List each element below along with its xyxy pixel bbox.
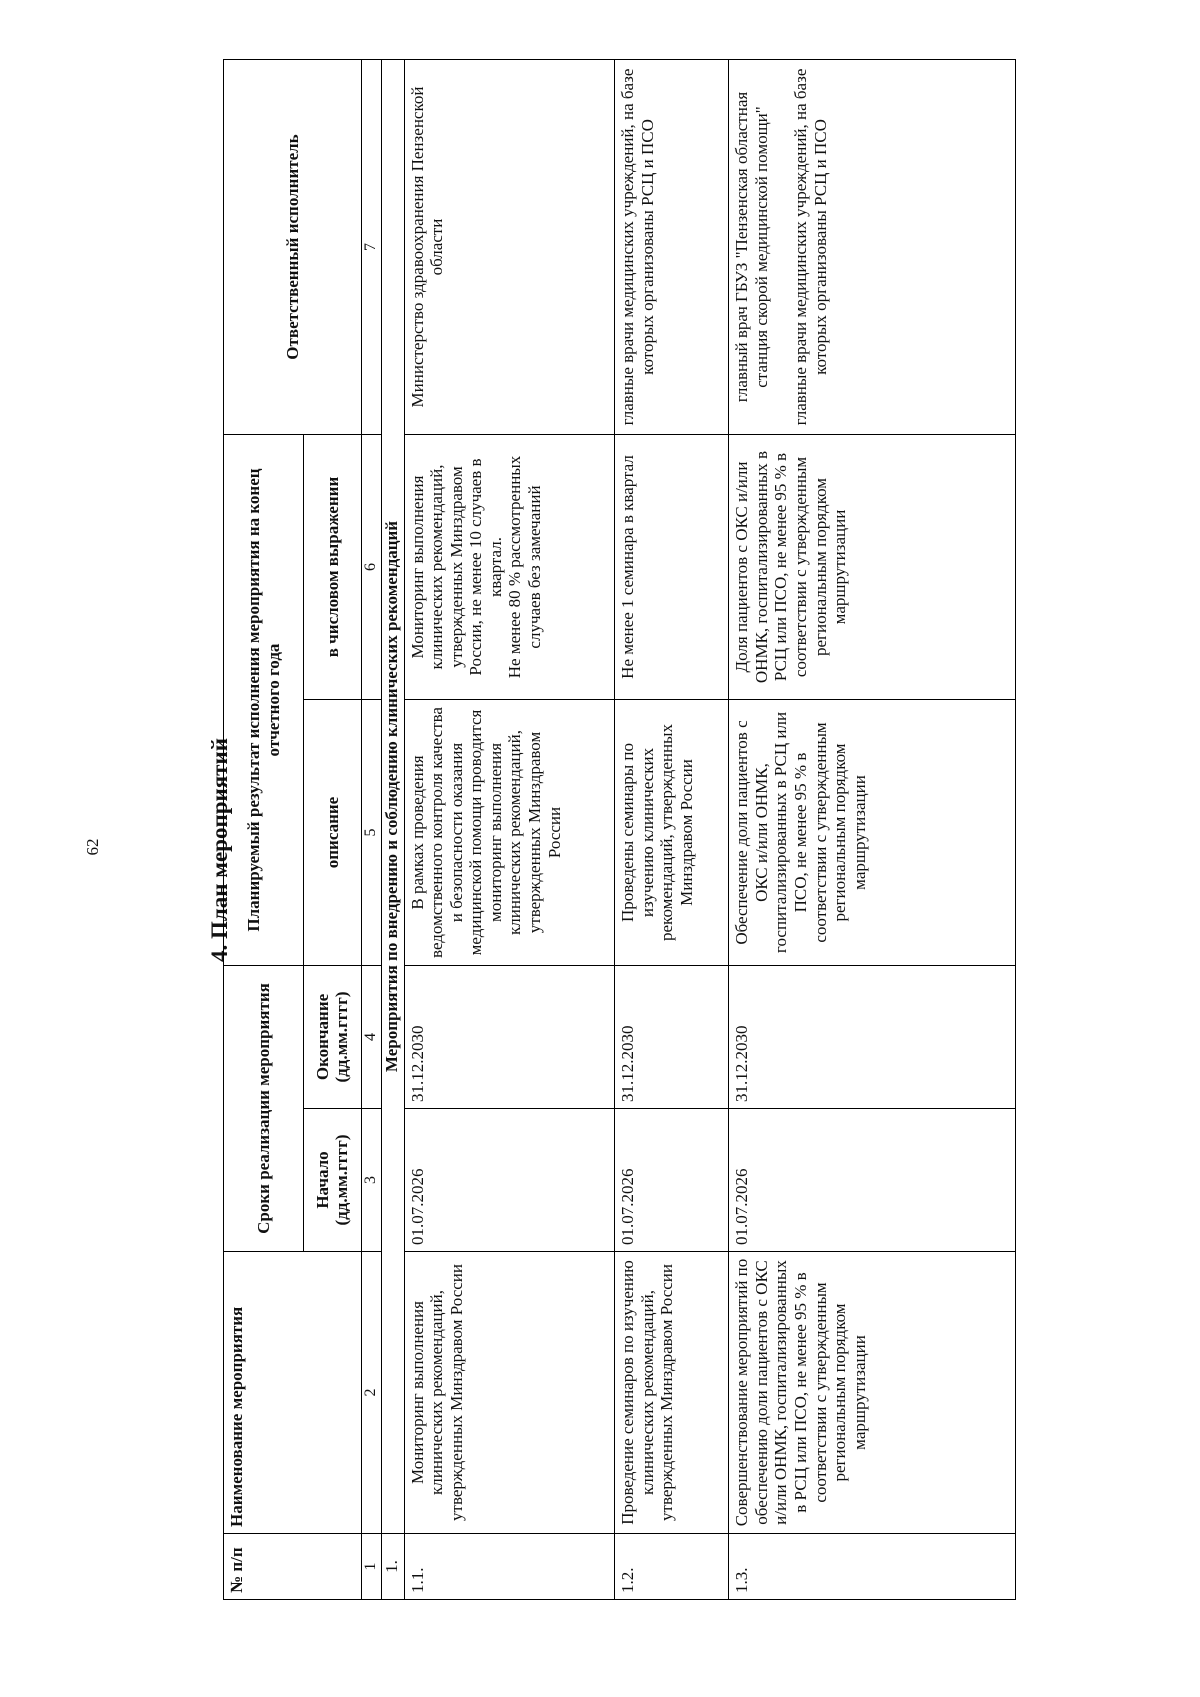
row-name: Проведение семинаров по изучению клинических рекомендаций, утвержденных Минздравом России [615, 1252, 729, 1534]
row-num: 1.1. [404, 1534, 615, 1600]
section-num: 1. [382, 1534, 405, 1600]
column-number: 4 [361, 966, 382, 1109]
header-name: Наименование мероприятия [224, 1252, 362, 1534]
row-end: 31.12.2030 [615, 966, 729, 1109]
plan-table [223, 59, 1016, 1600]
header-desc: описание [304, 700, 362, 966]
header-end: Окончание (дд.мм.гггг) [304, 966, 362, 1109]
row-start: 01.07.2026 [729, 1109, 1016, 1252]
column-number: 6 [361, 435, 382, 700]
row-desc: Проведены семинары по изучению клинических рекомендаций, утвержденных Минздравом России [615, 700, 729, 966]
table-row [615, 60, 729, 1600]
header-num: № п/п [224, 1534, 362, 1600]
section-title: 4. План мероприятий [207, 738, 232, 963]
header-start: Начало (дд.мм.гггг) [304, 1109, 362, 1252]
page-number: 62 [83, 838, 102, 856]
header-terms: Сроки реализации мероприятия [224, 966, 304, 1252]
section-row [382, 60, 405, 1600]
row-name: Совершенствование мероприятий по обеспечению доли пациентов с ОКС и/или ОНМК, госпитализированных в РСЦ или ПСО, не менее 95 % в соответствии с утвержденным региональным порядком маршрутизации [729, 1252, 1016, 1534]
row-start: 01.07.2026 [615, 1109, 729, 1252]
header-row-1 [224, 60, 304, 1600]
column-number: 5 [361, 700, 382, 966]
row-end: 31.12.2030 [404, 966, 615, 1109]
row-responsible: Министерство здравоохранения Пензенской области [404, 60, 615, 435]
row-numeric: Не менее 1 семинара в квартал [615, 435, 729, 700]
column-number: 7 [361, 60, 382, 435]
row-desc: В рамках проведения ведомственного контроля качества и безопасности оказания медицинской помощи проводится мониторинг выполнения клинических рекомендаций, утвержденных Минздравом России [404, 700, 615, 966]
row-num: 1.3. [729, 1534, 1016, 1600]
column-number: 2 [361, 1252, 382, 1534]
row-responsible: главный врач ГБУЗ "Пензенская областная станция скорой медицинской помощи" главные врачи медицинских учреждений, на базе которых организованы РСЦ и ПСО [729, 60, 1016, 435]
section-heading: Мероприятия по внедрению и соблюдению клинических рекомендаций [382, 60, 405, 1534]
table-row [404, 60, 615, 1600]
header-numeric: в числовом выражении [304, 435, 362, 700]
column-number: 3 [361, 1109, 382, 1252]
column-numbers-row [361, 60, 382, 1600]
table-row [729, 60, 1016, 1600]
row-start: 01.07.2026 [404, 1109, 615, 1252]
row-responsible: главные врачи медицинских учреждений, на базе которых организованы РСЦ и ПСО [615, 60, 729, 435]
row-name: Мониторинг выполнения клинических рекомендаций, утвержденных Минздравом России [404, 1252, 615, 1534]
rotated-table-container [223, 60, 1016, 1600]
header-result: Планируемый результат исполнения мероприятия на конец отчетного года [224, 435, 304, 966]
row-end: 31.12.2030 [729, 966, 1016, 1109]
column-number: 1 [361, 1534, 382, 1600]
header-responsible: Ответственный исполнитель [224, 60, 362, 435]
row-desc: Обеспечение доли пациентов с ОКС и/или ОНМК, госпитализированных в РСЦ или ПСО, не менее 95 % в соответствии с утвержденным региональным порядком маршрутизации [729, 700, 1016, 966]
row-num: 1.2. [615, 1534, 729, 1600]
row-numeric: Доля пациентов с ОКС и/или ОНМК, госпитализированных в РСЦ или ПСО, не менее 95 % в соответствии с утвержденным региональным порядком маршрутизации [729, 435, 1016, 700]
row-numeric: Мониторинг выполнения клинических рекомендаций, утвержденных Минздравом России, не менее 10 случаев в квартал. Не менее 80 % рассмотренных случаев без замечаний [404, 435, 615, 700]
